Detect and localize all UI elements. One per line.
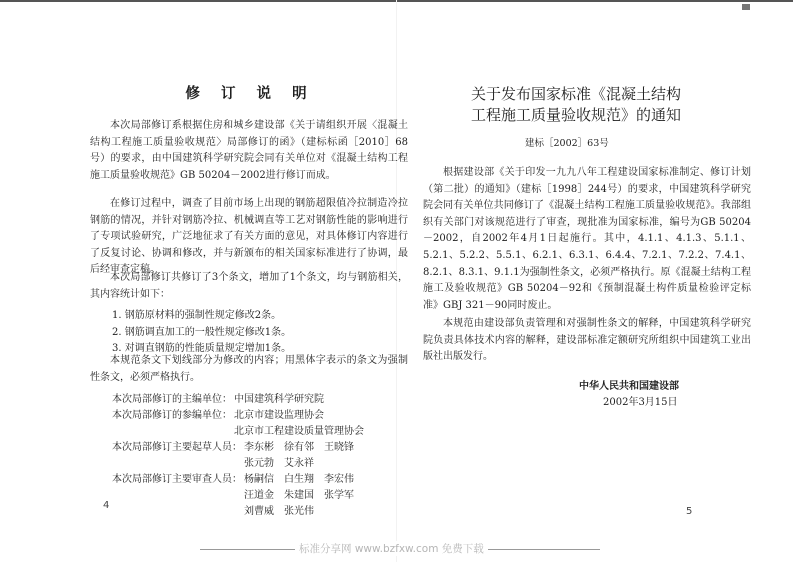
participating-unit-2: 北京市工程建设质量管理协会 [234,426,364,437]
revision-list-item-2: 2. 钢筋调直加工的一般性规定修改1条。 [112,327,292,338]
reviewers-row-2: 汪道金 朱建国 张学军 [244,490,354,501]
revision-paragraph-3: 本次局部修订共修订了3个条文，增加了1个条文，均与钢筋相关，其内容统计如下： [90,272,408,300]
issue-date: 2002年3月15日 [603,397,678,408]
revision-list-item-3: 3. 对调直钢筋的性能质量规定增加1条。 [112,343,292,354]
scan-corner-mark [742,4,750,10]
chief-unit-label: 本次局部修订的主编单位： [112,394,232,405]
page-number-right: 5 [686,506,693,517]
document-number: 建标［2002］63号 [525,138,609,149]
notice-paragraph-2: 本规范由建设部负责管理和对强制性条文的解释，中国建筑科学研究院负责具体技术内容的解释，建设部标准定额研究所组织中国建筑工业出版社出版发行。 [423,318,751,363]
reviewers-row-1: 杨嗣信 白生翔 李宏伟 [244,474,354,485]
revision-note: 本规范条文下划线部分为修改的内容；用黑体字表示的条文为强制性条文，必须严格执行。 [90,355,408,383]
participating-unit-1: 北京市建设监理协会 [234,410,324,421]
participating-label: 本次局部修订的参编单位： [112,410,232,421]
revision-notes-title: 修 订 说 明 [185,86,315,102]
revision-paragraph-1: 本次局部修订系根据住房和城乡建设部《关于请组织开展〈混凝土结构工程施工质量验收规范〉局部修订的函》（建标标函［2010］68号）的要求，由中国建筑科学研究院会同有关单位对《混凝土结构工程施工质量验收规范》GB 50204－2002进行修订而成。 [90,120,408,181]
notice-title-line-2: 工程施工质量验收规范》的通知 [471,105,682,124]
reviewers-row-3: 刘曹威 张光伟 [244,506,314,517]
watermark-text: 标准分享网 www.bzfxw.com 免费下载 [295,541,488,556]
notice-paragraph-1: 根据建设部《关于印发一九九八年工程建设国家标准制定、修订计划（第二批）的通知》（建标［1998］244号）的要求，中国建筑科学研究院会同有关单位共同修订了《混凝土结构工程施工质量验收规范》。我部组织有关部门对该规范进行了审查，现批准为国家标准，编号为GB 50204－2002，自2002年4月1日起施行。其中，4.1.1、4.1.3、5.1.1、5.2.1、5.2.2、5.5.1、6.2.1、6.3.1、6.4.4、7.2.1、7.2.2、7.4.1、8.2.1、8.3.1、9.1.1为强制性条文，必须严格执行。原《混凝土结构工程施工及验收规范》GB 50204－92和《预制混凝土构件质量检验评定标准》GBJ 321－90同时废止。 [423,167,751,311]
chief-unit: 中国建筑科学研究院 [234,394,324,405]
page-number-left: 4 [103,500,110,511]
drafters-row-1: 李东彬 徐有邻 王晓锋 [244,442,354,453]
revision-paragraph-2: 在修订过程中，调查了目前市场上出现的钢筋超限值冷拉制造冷拉钢筋的情况，并针对钢筋冷拉、机械调直等工艺对钢筋性能的影响进行了专项试验研究，广泛地征求了有关方面的意见，对具体修订内容进行了反复讨论、协调和修改，并与新颁布的相关国家标准进行了协调，最后经审查定稿。 [90,198,408,276]
notice-title-line-1: 关于发布国家标准《混凝土结构 [471,85,682,103]
drafters-row-2: 张元勃 艾永祥 [244,458,314,469]
issuer-signature: 中华人民共和国建设部 [579,381,679,392]
revision-list-item-1: 1. 钢筋原材料的强制性规定修改2条。 [112,310,282,321]
drafters-label: 本次局部修订主要起草人员： [112,442,242,453]
reviewers-label: 本次局部修订主要审查人员： [112,474,242,485]
notice-title [471,84,681,125]
